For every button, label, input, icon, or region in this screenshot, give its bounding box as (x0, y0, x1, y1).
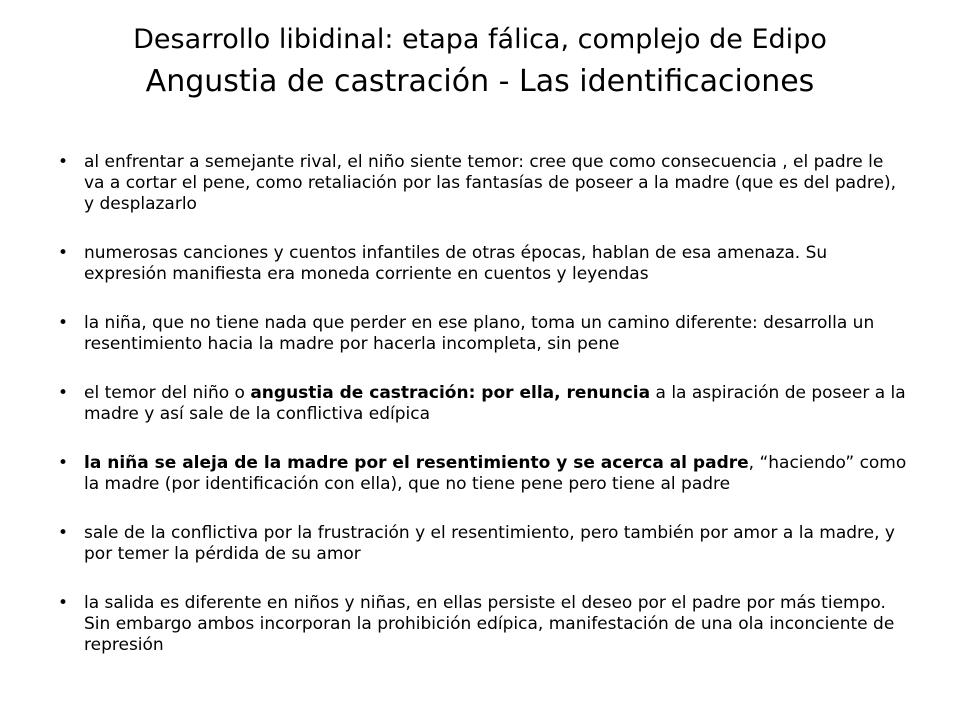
title-line-1: Desarrollo libidinal: etapa fálica, complejo de Edipo (133, 24, 827, 55)
bullet-list (58, 152, 908, 656)
bullet-text (84, 152, 896, 214)
bullet-text-emphasis: angustia de castración: por ella, renuncia (250, 383, 651, 403)
bullet-dot-icon: • (58, 152, 69, 172)
bullet-dot-icon: • (58, 593, 69, 613)
bullet-item (58, 453, 908, 495)
bullet-text (84, 593, 894, 655)
bullet-text-segment: la niña, que no tiene nada que perder en ese plano, toma un camino diferente: desarrolla un resentimiento hacia la madre por hacerla incompleta, sin pene (84, 313, 875, 354)
bullet-item (58, 243, 908, 285)
bullet-item (58, 152, 908, 215)
bullet-text-emphasis: la niña se aleja de la madre por el resentimiento y se acerca al padre (84, 453, 749, 473)
bullet-item (58, 593, 908, 656)
bullet-text-segment: al enfrentar a semejante rival, el niño siente temor: cree que como consecuencia , el padre le va a cortar el pene, como retaliación por las fantasías de poseer a la madre (que es del padre), y desplazarlo (84, 152, 896, 214)
bullet-dot-icon: • (58, 383, 69, 403)
bullet-text-segment: numerosas canciones y cuentos infantiles de otras épocas, hablan de esa amenaza. Su expresión manifiesta era moneda corriente en cuentos y leyendas (84, 243, 828, 284)
bullet-text (84, 313, 874, 354)
title-line-2: Angustia de castración - Las identificaciones (145, 64, 815, 99)
bullet-text-segment: , “haciendo” como la madre (por identificación con ella), que no tiene pene pero tiene al padre (84, 453, 907, 494)
bullet-text-segment: sale de la conflictiva por la frustración y el resentimiento, pero también por amor a la madre, y por temer la pérdida de su amor (84, 523, 895, 564)
bullet-dot-icon: • (58, 243, 69, 263)
bullet-item (58, 523, 908, 565)
bullet-text (84, 383, 906, 424)
bullet-dot-icon: • (58, 313, 69, 333)
bullet-text-segment: la salida es diferente en niños y niñas, en ellas persiste el deseo por el padre por más tiempo. Sin embargo ambos incorporan la prohibición edípica, manifestación de una ola inconciente de represión (84, 593, 895, 655)
slide-title (40, 20, 920, 104)
bullet-item (58, 383, 908, 425)
bullet-text (84, 243, 827, 284)
bullet-dot-icon: • (58, 453, 69, 473)
bullet-dot-icon: • (58, 523, 69, 543)
bullet-text (84, 453, 906, 494)
bullet-text-segment: a la aspiración de poseer a la madre y así sale de la conflictiva edípica (84, 383, 906, 424)
bullet-text-segment: el temor del niño o (84, 383, 251, 403)
bullet-text (84, 523, 895, 564)
bullet-item (58, 313, 908, 355)
